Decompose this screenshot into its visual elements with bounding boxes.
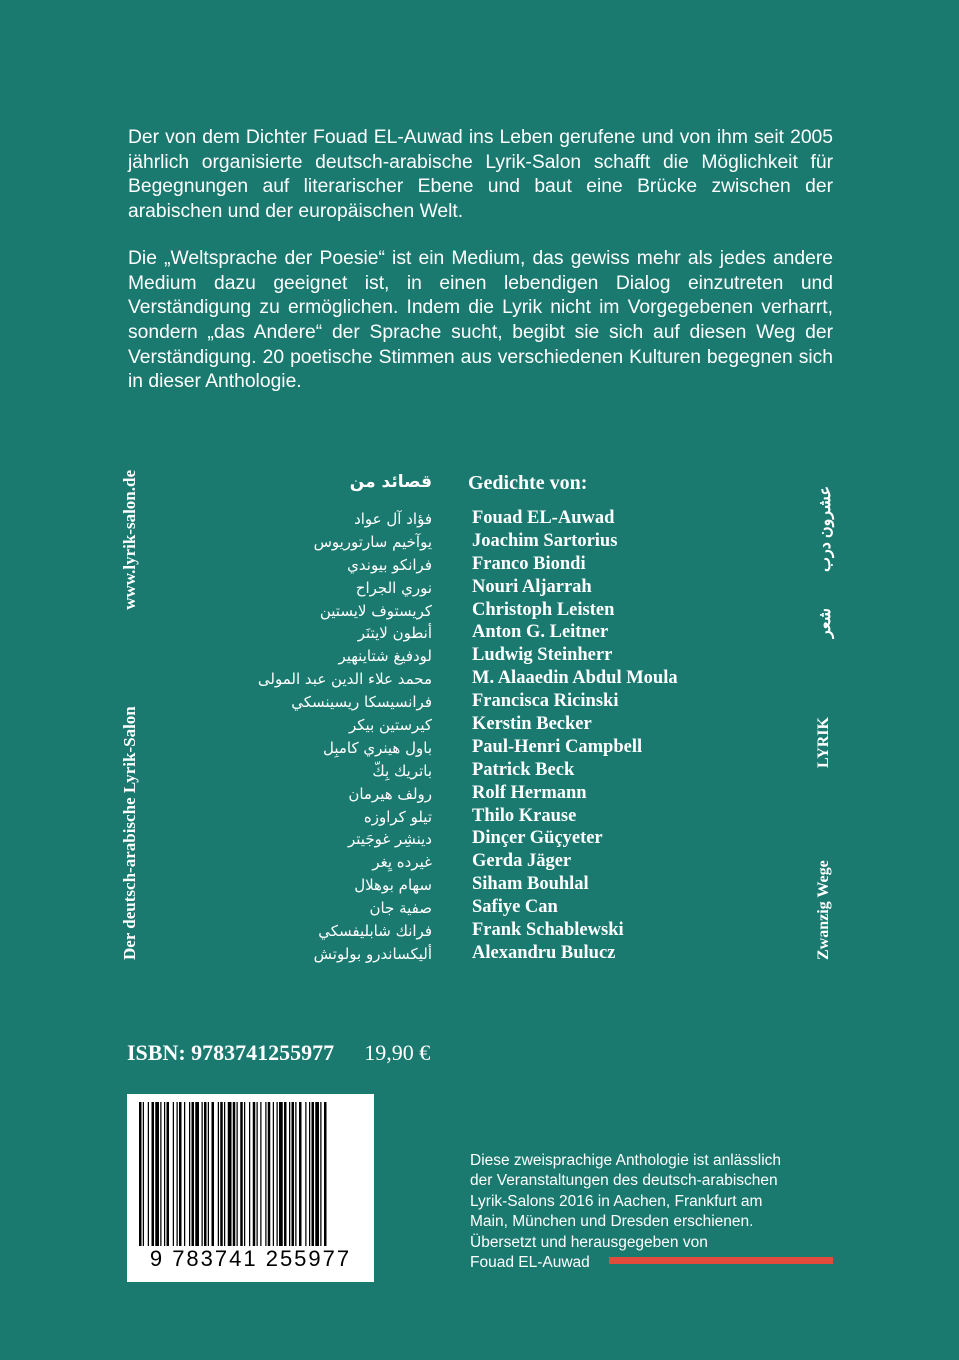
poet-name-german: Fouad EL-Auwad	[472, 508, 615, 528]
barcode-bar	[249, 1102, 250, 1246]
poet-name-arabic: فؤاد آل عواد	[354, 510, 432, 528]
barcode	[127, 1094, 374, 1282]
poet-name-arabic: كريستوف لايستين	[319, 601, 432, 620]
website: www.lyrik-salon.de	[120, 470, 139, 610]
isbn-line	[127, 1040, 430, 1066]
price: 19,90 €	[364, 1040, 431, 1065]
barcode-bar	[237, 1102, 238, 1246]
intro-paragraph-1: Der von dem Dichter Fouad EL-Auwad ins Leben gerufene und von ihm seit 2005 jährlich organisierte deutsch-arabische Lyrik-Salon schafft die Möglichkeit für Begegnungen auf literarischer Ebene und baut eine Brücke zwischen der arabischen und der europäischen Welt.	[128, 127, 833, 223]
poet-name-german: Alexandru Bulucz	[472, 942, 616, 963]
barcode-bar	[257, 1102, 258, 1246]
barcode-bar	[240, 1102, 243, 1246]
barcode-bar	[164, 1102, 165, 1246]
barcode-bar	[195, 1102, 199, 1246]
poet-name-german: Gerda Jäger	[472, 851, 572, 872]
poet-name-arabic: باتريك بِكّ	[372, 761, 432, 780]
poets-list-german	[472, 507, 678, 965]
barcode-bar	[292, 1102, 295, 1246]
barcode-bar	[253, 1102, 256, 1246]
poet-name-german: Christoph Leisten	[472, 599, 615, 620]
barcode-bar	[143, 1102, 144, 1246]
poet-name-arabic: فرانسيسكا ريسينسكي	[291, 693, 432, 712]
poet-name-arabic: تيلو كراوزه	[363, 807, 432, 826]
poet-name-arabic: أنطون لايتنَر	[357, 624, 432, 643]
poet-name-arabic: رولف هيرمان	[348, 784, 432, 803]
poet-name-arabic: باول هينري كامبِل	[322, 738, 432, 757]
barcode-digits: 9 783741 255977	[149, 1246, 352, 1271]
poet-name-german: Anton G. Leitner	[472, 622, 609, 643]
title-german: Zwanzig Wege	[815, 860, 832, 960]
poet-name-arabic: فرانك شابليفسكي	[318, 922, 432, 941]
poet-name-arabic: دينشِر غوجَيتر	[347, 830, 432, 849]
barcode-bar	[265, 1102, 266, 1246]
barcode-bar	[295, 1102, 296, 1246]
barcode-bar	[224, 1102, 225, 1246]
poets-heading-arabic: قصائد من	[349, 472, 432, 492]
barcode-bar	[148, 1102, 149, 1246]
barcode-bar	[289, 1102, 290, 1246]
spine-left-text	[120, 470, 140, 960]
barcode-bar	[208, 1102, 209, 1246]
barcode-bar	[268, 1102, 271, 1246]
barcode-bar	[220, 1102, 223, 1246]
poet-name-german: Rolf Hermann	[472, 782, 587, 803]
poets-list-arabic	[240, 508, 432, 966]
barcode-bar	[277, 1102, 278, 1246]
intro-paragraph-2: Die „Weltsprache der Poesie“ ist ein Medium, das gewiss mehr als jedes andere Medium dazu geeignet ist, in einen lebendigen Dialog einzutreten und Verständigung zu ermöglichen. Indem die Lyrik nicht im Vorgegebenen verharrt, sondern „das Andere“ der Sprache sucht, begibt sie sich auf diesen Weg der Verständigung. 20 poetische Stimmen aus verschiedenen Kulturen begegnen sich in dieser Anthologie.	[128, 247, 833, 393]
barcode-bars	[127, 1094, 374, 1249]
barcode-bar	[228, 1102, 232, 1246]
poet-name-german: Francisca Ricinski	[472, 691, 619, 712]
poet-name-arabic: نوري الجراح	[355, 578, 432, 597]
poet-name-german: Franco Biondi	[472, 553, 586, 574]
barcode-bar	[155, 1102, 159, 1246]
accent-bar	[609, 1257, 833, 1264]
title-arabic: عشرون درب	[817, 485, 834, 572]
barcode-bar	[179, 1102, 182, 1246]
barcode-bar	[312, 1102, 315, 1246]
poets-heading-german: Gedichte von:	[468, 472, 588, 494]
barcode-bar	[160, 1102, 161, 1246]
note-line: Fouad EL-Auwad	[470, 1254, 590, 1272]
poet-name-german: Dinçer Güçyeter	[472, 828, 603, 849]
barcode-bar	[177, 1102, 178, 1246]
barcode-bar	[139, 1102, 142, 1246]
barcode-bar	[184, 1102, 185, 1246]
barcode-bar	[204, 1102, 207, 1246]
barcode-bar	[299, 1102, 302, 1246]
genre-arabic: شعر	[817, 608, 834, 638]
poet-name-arabic: غيرده يِغر	[372, 853, 432, 872]
barcode-bar	[192, 1102, 195, 1246]
note-line: Diese zweisprachige Anthologie ist anlässlich	[470, 1152, 782, 1169]
barcode-bar	[324, 1102, 327, 1246]
poet-name-arabic: سهام بوهلال	[354, 876, 432, 895]
isbn-label: ISBN: 9783741255977	[127, 1040, 335, 1065]
poet-name-arabic: محمد علاء الدين عبد المولى	[257, 670, 432, 689]
poet-name-german: Patrick Beck	[472, 759, 575, 780]
poet-name-arabic: لودفيغ شتاينهير	[338, 647, 432, 666]
intro-text	[128, 126, 833, 417]
genre-german: LYRIK	[815, 717, 832, 768]
barcode-bar	[173, 1102, 174, 1246]
barcode-bar	[279, 1102, 283, 1246]
note-line: Lyrik-Salons 2016 in Aachen, Frankfurt am	[470, 1192, 763, 1210]
note-line: der Veranstaltungen des deutsch-arabischen	[470, 1172, 778, 1190]
poet-name-german: Frank Schablewski	[472, 920, 624, 941]
poet-name-german: Siham Bouhlal	[472, 874, 589, 895]
poet-name-arabic: كيرستين بيكر	[348, 716, 432, 735]
barcode-bar	[309, 1102, 310, 1246]
barcode-bar	[244, 1102, 245, 1246]
note-line: Übersetzt und herausgegeben von	[470, 1233, 708, 1251]
poet-name-german: Nouri Aljarrah	[472, 576, 592, 597]
barcode-bar	[167, 1102, 170, 1246]
poet-name-arabic: يوآخيم سارتوريوس	[313, 532, 432, 551]
barcode-bar	[320, 1102, 321, 1246]
poet-name-arabic: صفية جان	[369, 899, 432, 918]
barcode-bar	[273, 1102, 274, 1246]
poet-name-german: Thilo Krause	[472, 805, 577, 826]
barcode-bar	[152, 1102, 155, 1246]
poet-name-german: Paul-Henri Campbell	[472, 736, 643, 757]
barcode-bar	[189, 1102, 190, 1246]
barcode-bar	[315, 1102, 319, 1246]
poet-name-german: Joachim Sartorius	[472, 530, 618, 551]
barcode-bar	[284, 1102, 287, 1246]
poet-name-german: Ludwig Steinherr	[472, 645, 613, 666]
poet-name-arabic: أليكساندرو بولوتش	[313, 944, 432, 963]
barcode-bar	[202, 1102, 203, 1246]
publisher-name: Der deutsch-arabische Lyrik-Salon	[120, 706, 139, 960]
poet-name-german: Kerstin Becker	[472, 714, 592, 735]
spine-right-text	[815, 470, 837, 960]
poet-name-german: Safiye Can	[472, 897, 558, 918]
barcode-bar	[218, 1102, 219, 1246]
barcode-bar	[260, 1102, 261, 1246]
publication-note	[470, 1151, 832, 1273]
barcode-bar	[212, 1102, 215, 1246]
barcode-bar	[233, 1102, 236, 1246]
barcode-bar	[305, 1102, 306, 1246]
note-line: Main, München und Dresden erschienen.	[470, 1213, 754, 1231]
poet-name-german: M. Alaaedin Abdul Moula	[472, 668, 678, 689]
poet-name-arabic: فرانكو بيوندي	[347, 555, 432, 574]
